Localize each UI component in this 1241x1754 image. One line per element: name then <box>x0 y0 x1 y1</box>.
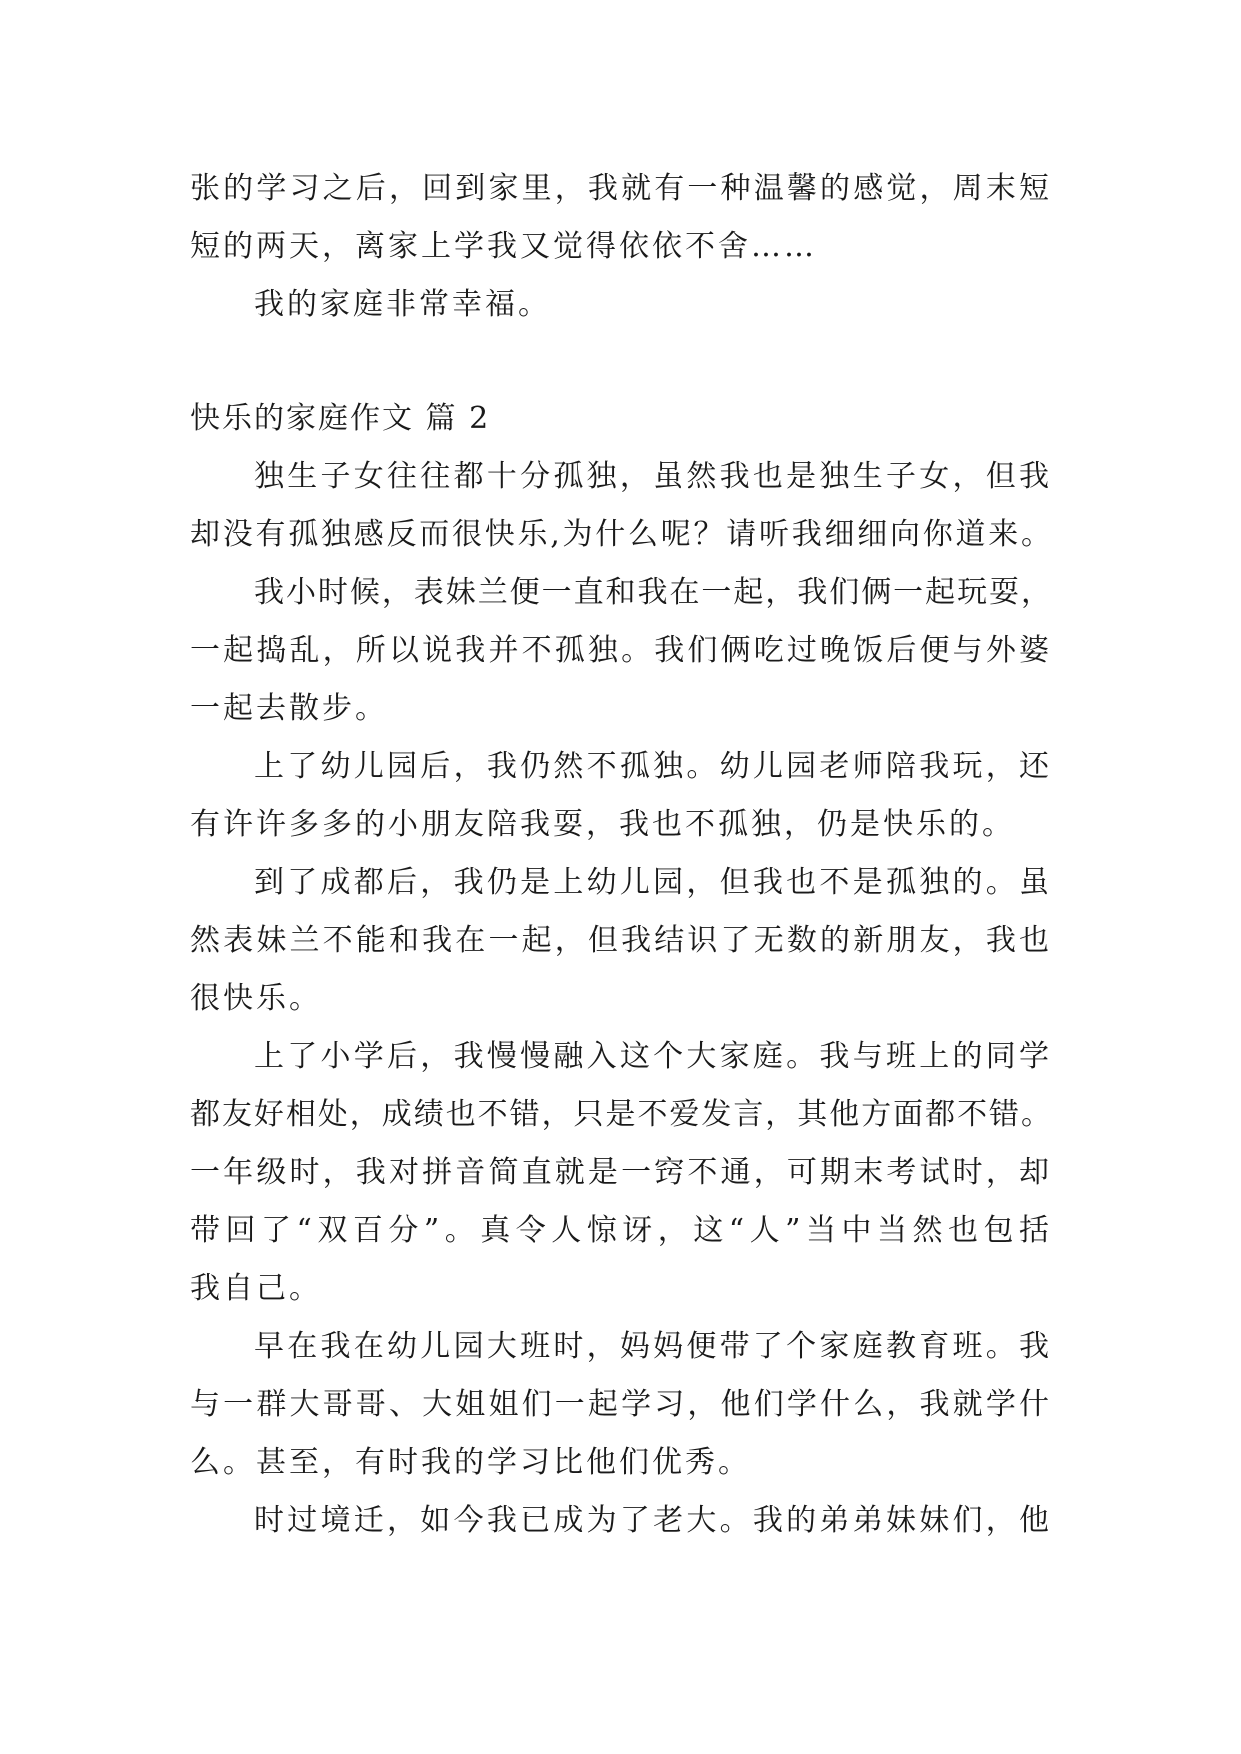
text-line: 我小时候，表妹兰便一直和我在一起，我们俩一起玩耍， <box>254 575 1052 610</box>
text-line: 早在我在幼儿园大班时，妈妈便带了个家庭教育班。我 <box>254 1329 1052 1364</box>
text-line: 一年级时，我对拼音简直就是一窍不通，可期末考试时，却 <box>190 1155 1052 1190</box>
paragraph-gap <box>190 334 1052 390</box>
text-line: 都友好相处，成绩也不错，只是不爱发言，其他方面都不错。 <box>190 1097 1052 1132</box>
paragraph <box>190 564 1052 738</box>
text-line: 独生子女往往都十分孤独，虽然我也是独生子女，但我 <box>254 459 1052 494</box>
text-line: 很快乐。 <box>190 981 322 1016</box>
text-line: 短的两天，离家上学我又觉得依依不舍…… <box>190 229 817 264</box>
paragraph <box>190 160 1052 276</box>
text-line: 时过境迁，如今我已成为了老大。我的弟弟妹妹们，他 <box>254 1503 1052 1538</box>
text-line: 上了幼儿园后，我仍然不孤独。幼儿园老师陪我玩，还 <box>254 749 1052 784</box>
paragraph <box>190 1492 1052 1550</box>
paragraph <box>190 276 1052 334</box>
text-line: 与一群大哥哥、大姐姐们一起学习，他们学什么，我就学什 <box>190 1387 1052 1422</box>
text-line: 张的学习之后，回到家里，我就有一种温馨的感觉，周末短 <box>190 171 1052 206</box>
paragraph <box>190 1028 1052 1318</box>
text-line: 上了小学后，我慢慢融入这个大家庭。我与班上的同学 <box>254 1039 1052 1074</box>
paragraph <box>190 448 1052 564</box>
text-line: 我自己。 <box>190 1271 322 1306</box>
text-line: 么。甚至，有时我的学习比他们优秀。 <box>190 1445 751 1480</box>
paragraph <box>190 854 1052 1028</box>
text-line: 带回了“双百分”。真令人惊讶，这“人”当中当然也包括 <box>190 1213 1052 1248</box>
text-line: 有许许多多的小朋友陪我耍，我也不孤独，仍是快乐的。 <box>190 807 1015 842</box>
text-line: 到了成都后，我仍是上幼儿园，但我也不是孤独的。虽 <box>254 865 1052 900</box>
paragraph <box>190 1318 1052 1492</box>
section-title: 快乐的家庭作文 篇 2 <box>190 401 491 436</box>
text-line: 一起去散步。 <box>190 691 388 726</box>
text-line: 我的家庭非常幸福。 <box>254 287 551 322</box>
text-line: 却没有孤独感反而很快乐,为什么呢？请听我细细向你道来。 <box>190 517 1052 552</box>
document-body <box>190 160 1052 1550</box>
text-line: 一起捣乱，所以说我并不孤独。我们俩吃过晚饭后便与外婆 <box>190 633 1052 668</box>
paragraph <box>190 738 1052 854</box>
text-line: 然表妹兰不能和我在一起，但我结识了无数的新朋友，我也 <box>190 923 1052 958</box>
